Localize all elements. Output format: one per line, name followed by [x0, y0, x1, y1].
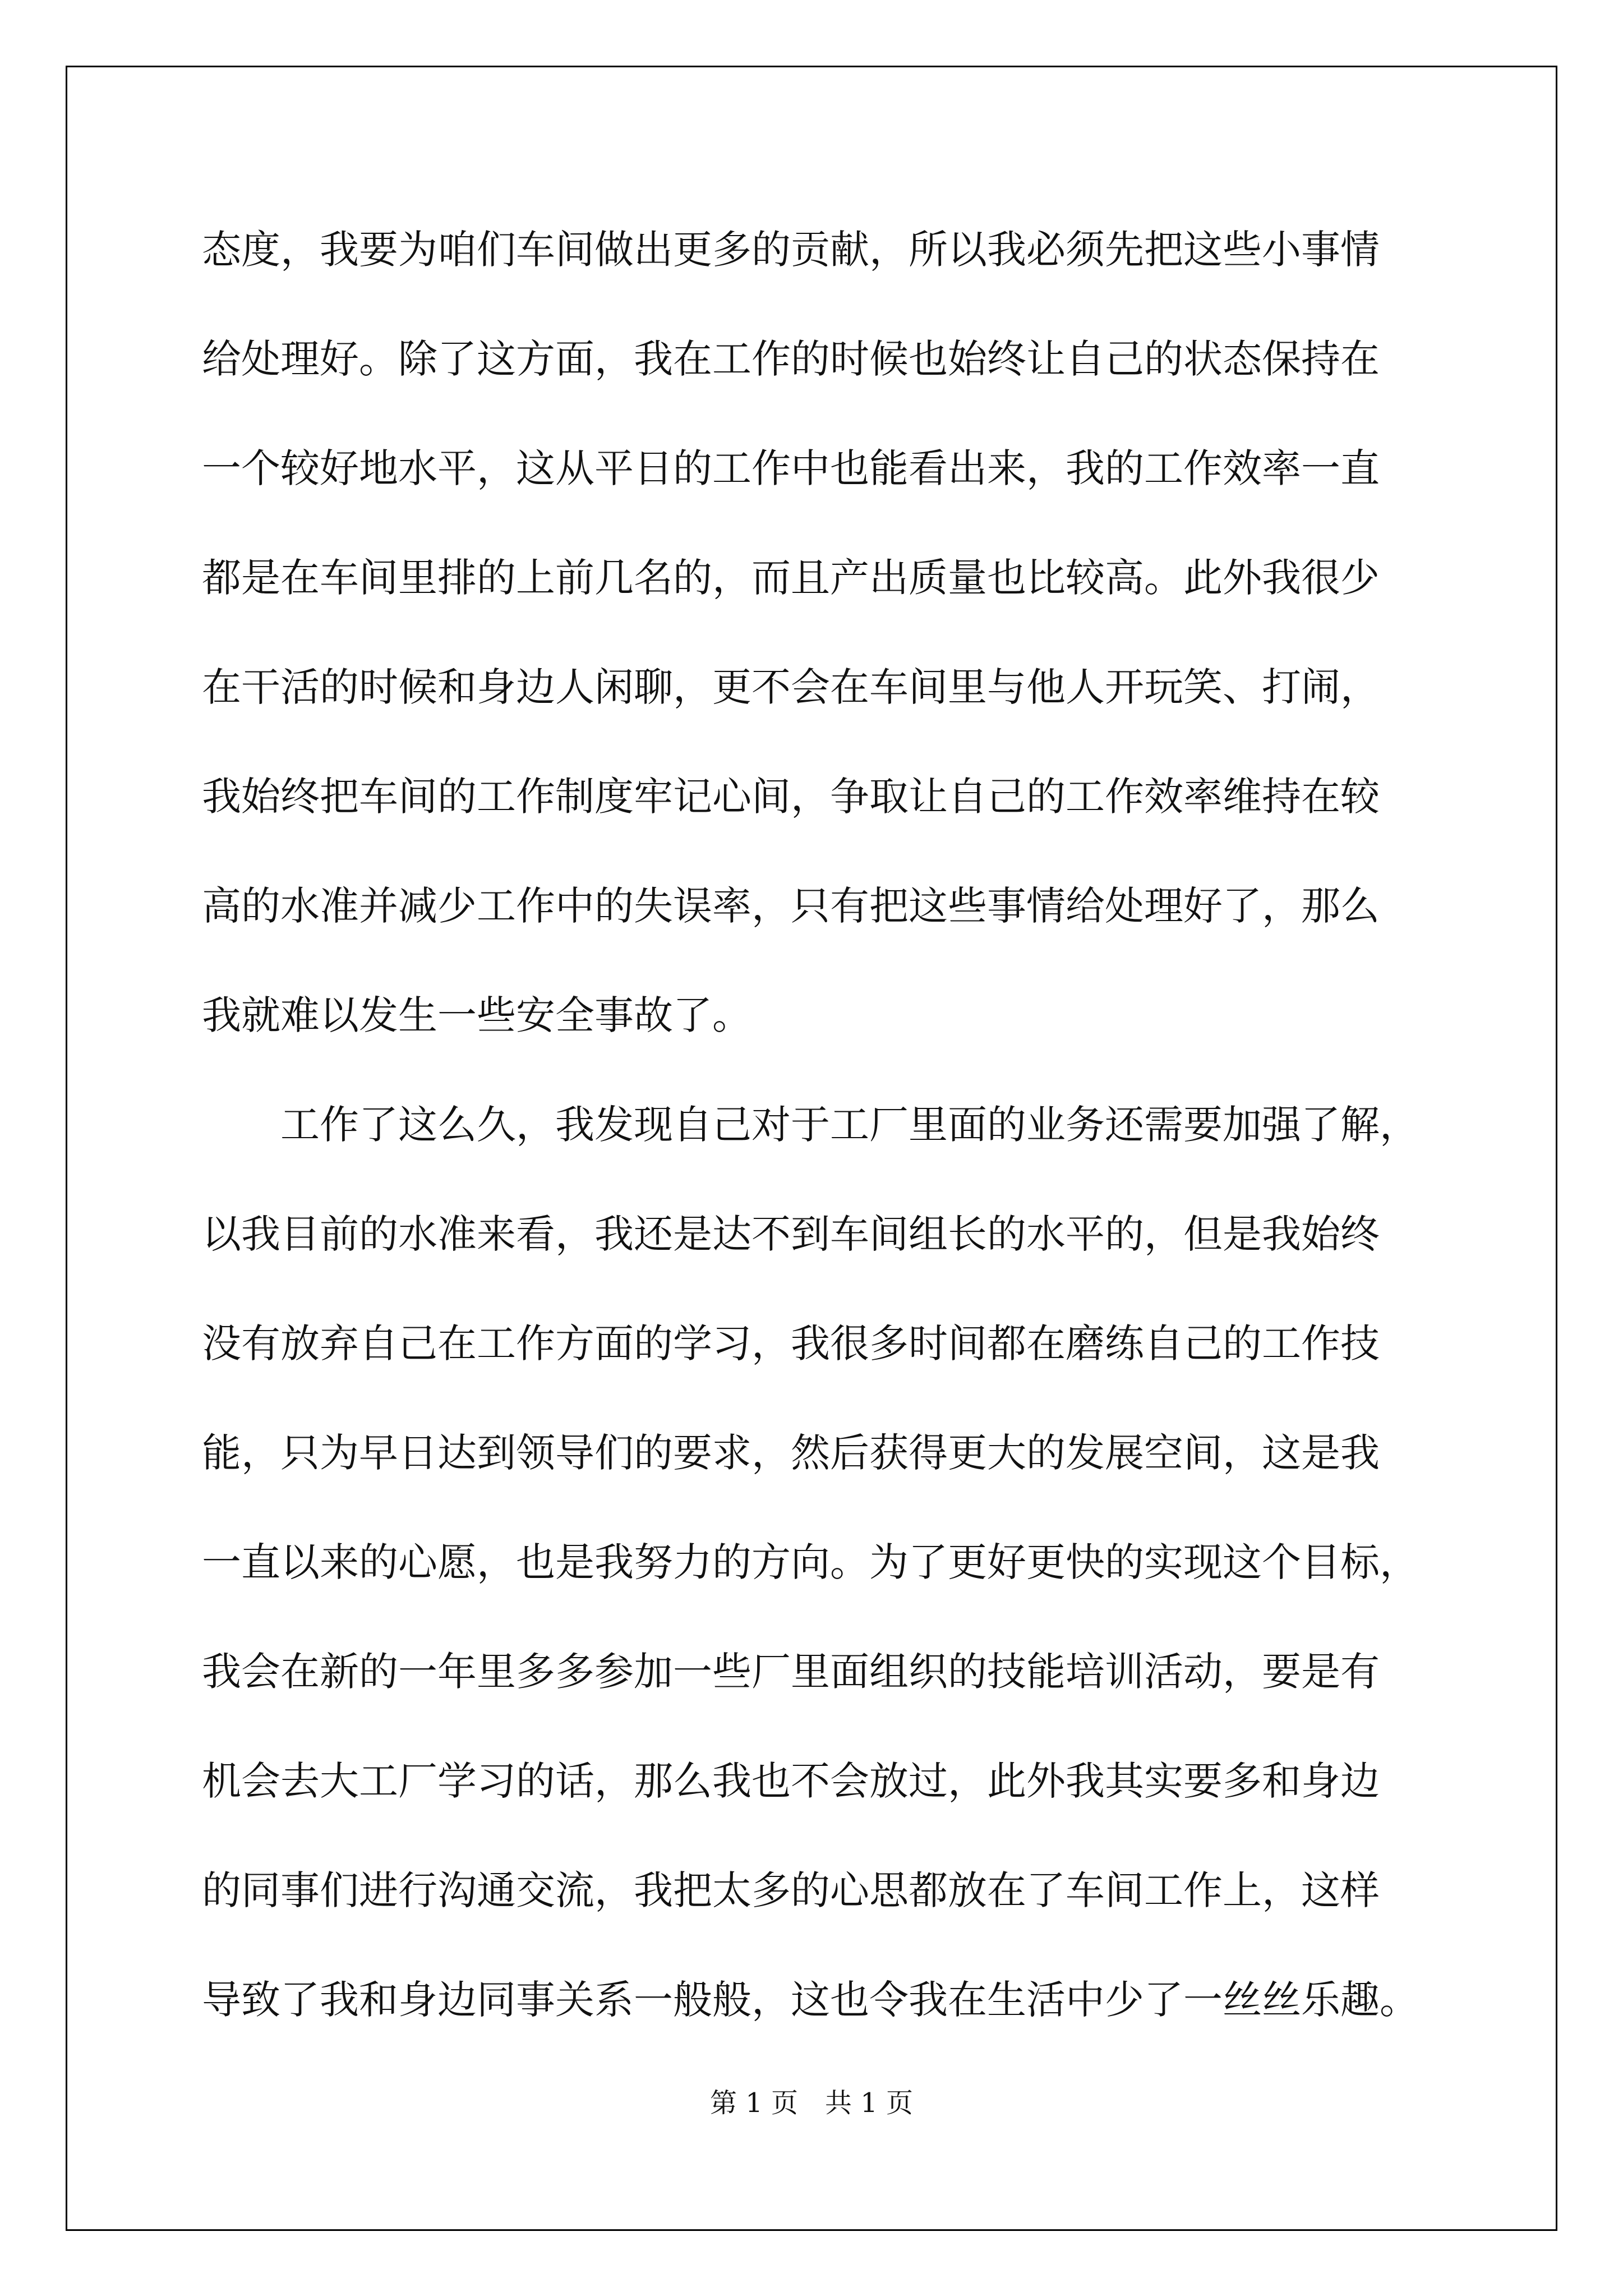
paragraph-line: 一个较好地水平，这从平日的工作中也能看出来，我的工作效率一直	[202, 445, 1380, 491]
paragraph-line: 机会去大工厂学习的话，那么我也不会放过，此外我其实要多和身边	[202, 1758, 1380, 1804]
paragraph-line: 高的水准并减少工作中的失误率，只有把这些事情给处理好了，那么	[202, 883, 1380, 929]
paragraph-line: 在干活的时候和身边人闲聊，更不会在车间里与他人开玩笑、打闹，	[202, 664, 1380, 710]
paragraph-line: 没有放弃自己在工作方面的学习，我很多时间都在磨练自己的工作技	[202, 1320, 1380, 1366]
paragraph-line: 我会在新的一年里多多参加一些厂里面组织的技能培训活动，要是有	[202, 1649, 1380, 1695]
total-pages: 共 1 页	[825, 2087, 914, 2119]
paragraph-line: 的同事们进行沟通交流，我把太多的心思都放在了车间工作上，这样	[202, 1867, 1380, 1913]
paragraph-line: 一直以来的心愿，也是我努力的方向。为了更好更快的实现这个目标，	[202, 1539, 1419, 1585]
paragraph-line: 态度，我要为咱们车间做出更多的贡献，所以我必须先把这些小事情	[202, 227, 1380, 273]
page-footer	[0, 2081, 1623, 2120]
paragraph-line: 我就难以发生一些安全事故了。	[202, 992, 751, 1038]
page-number: 第 1 页	[709, 2087, 798, 2119]
paragraph-line: 我始终把车间的工作制度牢记心间，争取让自己的工作效率维持在较	[202, 774, 1380, 820]
paragraph-line: 给处理好。除了这方面，我在工作的时候也始终让自己的状态保持在	[202, 336, 1380, 382]
paragraph-line: 以我目前的水准来看，我还是达不到车间组长的水平的，但是我始终	[202, 1211, 1380, 1257]
paragraph-line: 导致了我和身边同事关系一般般，这也令我在生活中少了一丝丝乐趣。	[202, 1977, 1419, 2023]
paragraph-line: 能，只为早日达到领导们的要求，然后获得更大的发展空间，这是我	[202, 1430, 1380, 1476]
paragraph-line: 工作了这么久，我发现自己对于工厂里面的业务还需要加强了解，	[280, 1102, 1419, 1148]
paragraph-line: 都是在车间里排的上前几名的，而且产出质量也比较高。此外我很少	[202, 555, 1380, 601]
